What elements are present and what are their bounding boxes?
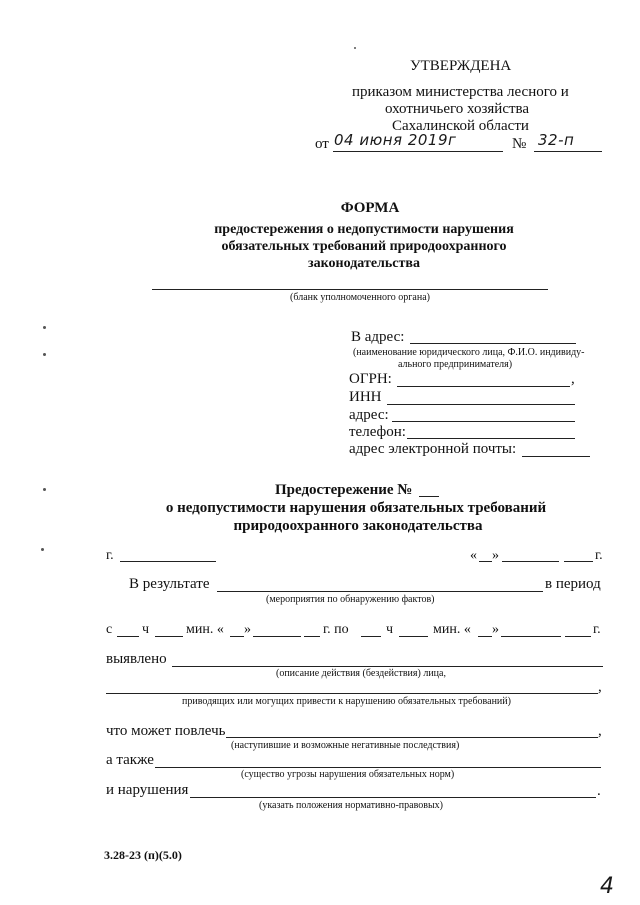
may-entail-line: [226, 737, 598, 738]
form-code: 3.28-23 (п)(5.0): [104, 848, 182, 862]
address-to-caption-2: ального предпринимателя): [398, 359, 513, 370]
in-period-label: в период: [545, 576, 601, 592]
date-month-line: [502, 561, 559, 562]
blank-line: [152, 289, 548, 290]
violations-line: [190, 797, 596, 798]
provisions-caption: (указать положения нормативно-правовых): [259, 800, 443, 811]
to-day-line: [478, 636, 492, 637]
date-year-suffix: г.: [595, 548, 603, 563]
blank-caption: (бланк уполномоченного органа): [290, 292, 430, 303]
to-year-suffix: г.: [593, 622, 601, 637]
scan-speck: [43, 326, 46, 329]
from-min-line: [155, 636, 183, 637]
to-hour-label: ч: [386, 622, 394, 637]
ogrn-comma: ,: [571, 371, 575, 387]
approval-title: УТВЕРЖДЕНА: [410, 58, 512, 74]
approval-date-line: [333, 151, 503, 152]
result-line: [217, 591, 543, 592]
inn-label: ИНН: [349, 389, 382, 405]
phone-line: [407, 438, 575, 439]
address-to-line: [410, 343, 576, 344]
email-line: [522, 456, 590, 457]
address-to-label: В адрес:: [351, 329, 405, 345]
revealed-label: выявлено: [106, 651, 167, 667]
form-title: ФОРМА: [340, 200, 400, 216]
warning-heading-line-3: природоохранного законодательства: [233, 518, 483, 534]
threat-caption: (существо угрозы нарушения обязательных норм): [241, 769, 455, 780]
form-heading-line-1: предостережения о недопустимости нарушения: [214, 222, 514, 237]
address-to-caption-1: (наименование юридического лица, Ф.И.О. индивиду-: [353, 347, 585, 358]
also-line: [155, 767, 601, 768]
city-line: [120, 561, 216, 562]
from-day-line: [230, 636, 244, 637]
from-label: с: [106, 622, 113, 637]
date-open-quote: «: [470, 548, 477, 563]
from-min-label: мин. «: [186, 622, 224, 637]
date-day-line: [479, 561, 492, 562]
approval-number-sign: №: [512, 136, 527, 152]
approval-line-2: охотничьего хозяйства: [385, 101, 530, 117]
from-hour-line: [117, 636, 139, 637]
revealed-caption: (описание действия (бездействия) лица,: [276, 668, 446, 679]
phone-label: телефон:: [349, 424, 406, 440]
revealed-line: [172, 666, 603, 667]
revealed-comma: ,: [598, 679, 602, 695]
scan-speck: [43, 488, 46, 491]
address-line: [392, 421, 575, 422]
warning-heading-line-1: Предостережение №: [275, 482, 413, 498]
to-label: г. по: [323, 622, 349, 637]
from-close-quote: »: [244, 622, 251, 637]
address-label: адрес:: [349, 407, 389, 423]
approval-date-prefix: от: [315, 136, 329, 152]
inn-line: [387, 404, 575, 405]
warning-heading-line-2: о недопустимости нарушения обязательных требований: [165, 500, 547, 516]
scan-speck: [43, 353, 46, 356]
revealed-line-2: [106, 693, 598, 694]
ogrn-line: [397, 386, 570, 387]
violations-period: .: [597, 783, 601, 799]
to-month-line: [501, 636, 561, 637]
ogrn-label: ОГРН:: [349, 371, 392, 387]
result-caption: (мероприятия по обнаружению фактов): [266, 594, 435, 605]
may-entail-comma: ,: [598, 723, 602, 739]
leading-caption: приводящих или могущих привести к нарушению обязательных требований): [182, 696, 511, 707]
result-label: В результате: [129, 576, 210, 592]
to-min-label: мин. «: [433, 622, 471, 637]
from-month-line: [253, 636, 301, 637]
city-prefix: г.: [106, 548, 114, 563]
to-min-line: [399, 636, 428, 637]
from-hour-label: ч: [142, 622, 150, 637]
to-close-quote: »: [492, 622, 499, 637]
approval-line-3: Сахалинской области: [392, 118, 529, 134]
approval-number-line: [534, 151, 602, 152]
from-year-line: [304, 636, 320, 637]
date-year-line: [564, 561, 593, 562]
to-hour-line: [361, 636, 381, 637]
form-heading-line-3: законодательства: [308, 256, 420, 271]
scan-speck: [41, 548, 44, 551]
approval-date-handwritten: 04 июня 2019г: [334, 131, 457, 149]
email-label: адрес электронной почты:: [349, 441, 517, 457]
violations-label: и нарушения: [106, 782, 189, 798]
page-mark-handwritten: 4: [600, 874, 615, 899]
warning-number-line: [419, 496, 439, 497]
consequences-caption: (наступившие и возможные негативные последствия): [231, 740, 460, 751]
form-heading-line-2: обязательных требований природоохранного: [221, 239, 507, 254]
date-close-quote: »: [492, 548, 499, 563]
may-entail-label: что может повлечь: [106, 723, 226, 739]
approval-line-1: приказом министерства лесного и: [352, 84, 569, 100]
approval-number-handwritten: 32-п: [538, 131, 575, 149]
to-year-line: [565, 636, 591, 637]
also-label: а также: [106, 752, 154, 768]
scan-speck: [354, 47, 356, 49]
